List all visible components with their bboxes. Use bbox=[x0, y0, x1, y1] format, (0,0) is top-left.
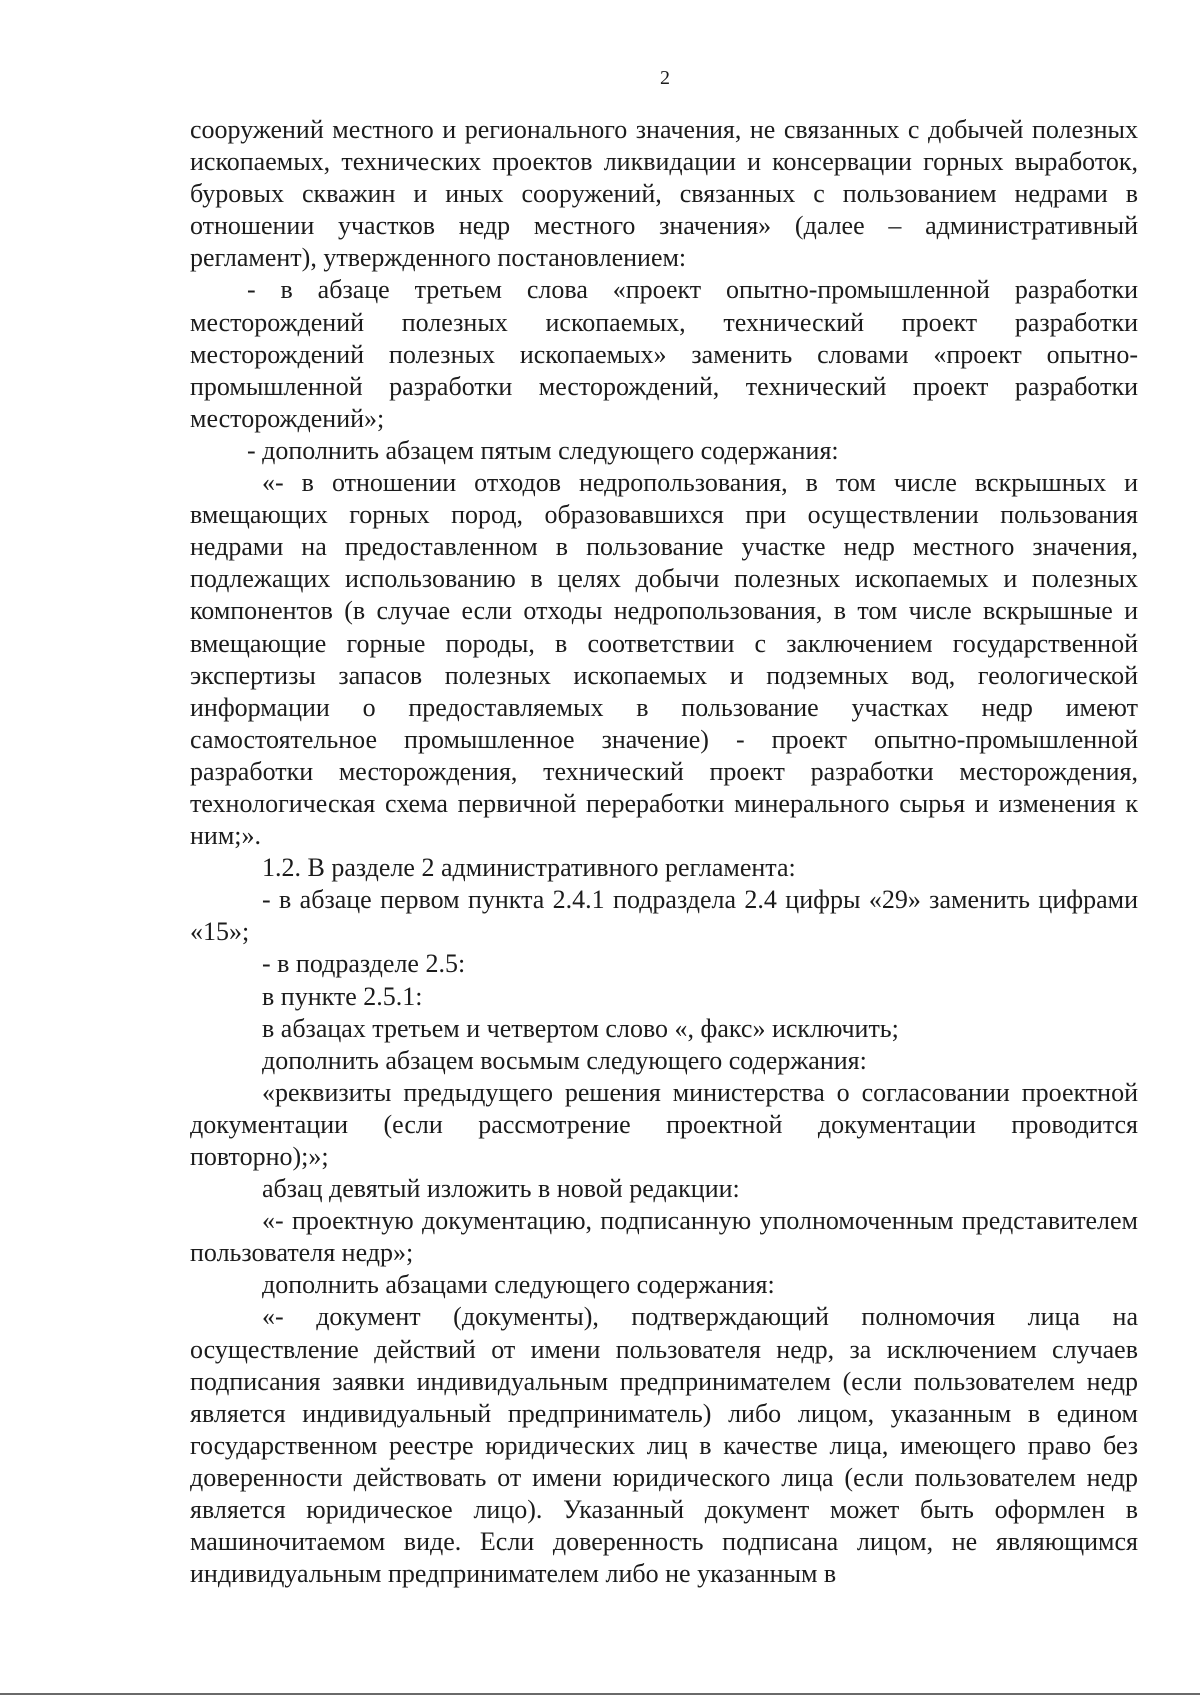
paragraph-quoted-abzac-8: «реквизиты предыдущего решения министерства о согласовании проектной документации (если рассмотрение проектной документации проводится повторно);»; bbox=[190, 1077, 1138, 1171]
page-bottom-rule bbox=[0, 1693, 1200, 1695]
paragraph-quoted-abzac-9: «- проектную документацию, подписанную уполномоченным представителем пользователя недр»; bbox=[190, 1206, 1138, 1268]
document-body bbox=[190, 114, 1138, 1590]
paragraph-amendment-abzac-3: - в абзаце третьем слова «проект опытно-промышленной разработки месторождений полезных ископаемых, технический проект разработки месторождений полезных ископаемых» заменить словами «проект опытно-промышленной разработки месторождений, технический проект разработки месторождений»; bbox=[190, 275, 1138, 433]
page-number: 2 bbox=[660, 67, 670, 89]
paragraph-item-2-5-1: в пункте 2.5.1: bbox=[262, 981, 423, 1011]
paragraph-add-abzac-5: - дополнить абзацем пятым следующего содержания: bbox=[247, 435, 839, 465]
paragraph-subsection-2-5: - в подразделе 2.5: bbox=[262, 949, 466, 979]
paragraph-remove-fax: в абзацах третьем и четвертом слово «, факс» исключить; bbox=[262, 1013, 899, 1043]
paragraph-quoted-abzac-5: «- в отношении отходов недропользования, в том числе вскрышных и вмещающих горных пород, образовавшихся при осуществлении пользования недрами на предоставленном в пользование участке недр местного значения, подлежащих использованию в целях добычи полезных ископаемых и полезных компонентов (в случае если отходы недропользования, в том числе вскрышные и вмещающие горные породы, в соответствии с заключением государственной экспертизы запасов полезных ископаемых и подземных вод, геологической информации о предоставляемых в пользование участках недр имеют самостоятельное промышленное значение) - проект опытно-промышленной разработки месторождения, технический проект разработки месторождения, технологическая схема первичной переработки минерального сырья и изменения к ним;». bbox=[190, 468, 1138, 851]
paragraph-item-2-4-1: - в абзаце первом пункта 2.4.1 подраздела 2.4 цифры «29» заменить цифрами «15»; bbox=[190, 885, 1138, 947]
paragraph-abzac-9: абзац девятый изложить в новой редакции: bbox=[262, 1174, 740, 1204]
paragraph-continuation: сооружений местного и регионального значения, не связанных с добычей полезных ископаемых, технических проектов ликвидации и консервации горных выработок, буровых скважин и иных сооружений, связанных с пользованием недрами в отношении участков недр местного значения» (далее – административный регламент), утвержденного постановлением: bbox=[190, 115, 1138, 273]
paragraph-quoted-document: «- документ (документы), подтверждающий полномочия лица на осуществление действий от имени пользователя недр, за исключением случаев подписания заявки индивидуальным предпринимателем (если пользователем недр является индивидуальный предприниматель) либо лицом, указанным в едином государственном реестре юридических лиц в качестве лица, имеющего право без доверенности действовать от имени юридического лица (если пользователем недр является юридическое лицо). Указанный документ может быть оформлен в машиночитаемом виде. Если доверенность подписана лицом, не являющимся индивидуальным предпринимателем либо не указанным в bbox=[190, 1302, 1138, 1589]
paragraph-add-abzac-8: дополнить абзацем восьмым следующего содержания: bbox=[262, 1045, 867, 1075]
paragraph-section-1-2: 1.2. В разделе 2 административного регламента: bbox=[262, 853, 796, 883]
paragraph-add-abzacs: дополнить абзацами следующего содержания: bbox=[262, 1270, 775, 1300]
